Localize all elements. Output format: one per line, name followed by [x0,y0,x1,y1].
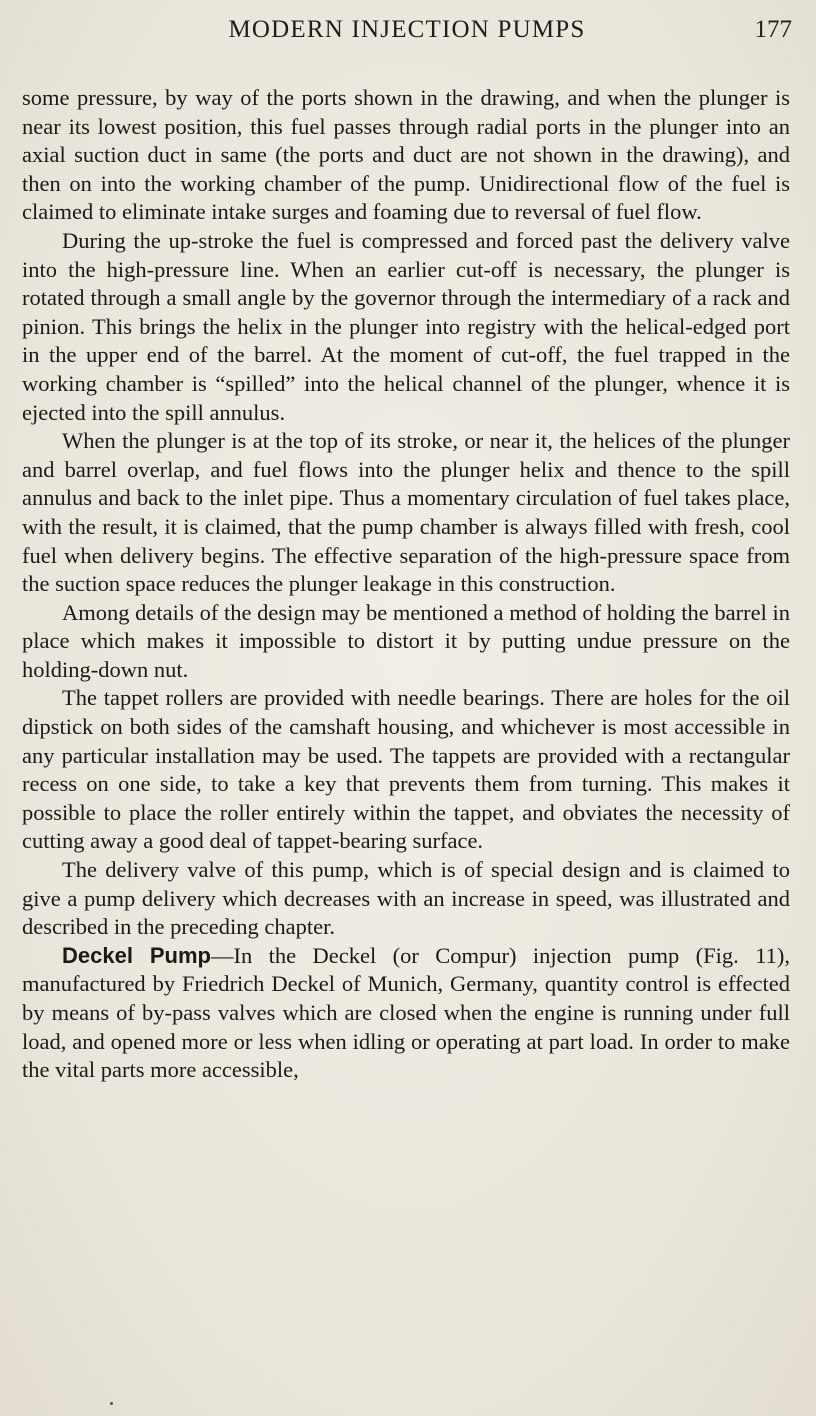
paragraph-continued: some pressure, by way of the ports shown in the drawing, and when the plunger is near its lowest position, this fuel passes through radial ports in the plunger into an axial suction duct in same (the ports and duct are not shown in the drawing), and then on into the working chamber of the pump. Unidirectional flow of the fuel is claimed to eliminate intake surges and foaming due to reversal of fuel flow. [22,85,790,225]
deckel-pump-text: —In the Deckel (or Compur) injection pump (Fig. 11), manufactured by Friedrich Deckel of Munich, Germany, quantity control is effected by means of by-pass valves which are closed when the engine is running under full load, and opened more or less when idling or operating at part load. In order to make the vital parts more accessible, [22,942,790,1083]
paragraph-design-details: Among details of the design may be mentioned a method of holding the barrel in place which makes it impossible to distort it by putting undue pressure on the holding-down nut. [22,599,790,682]
running-head: MODERN INJECTION PUMPS [228,16,586,43]
paragraph-deckel-pump [22,942,790,1085]
page-number: 177 [754,16,792,43]
body-text [22,84,790,1085]
print-speck [110,1402,113,1405]
paragraph-tappet-rollers: The tappet rollers are provided with needle bearings. There are holes for the oil dipstick on both sides of the camshaft housing, and whichever is most accessible in any particular installation may be used. The tappets are provided with a rectangular recess on one side, to take a key that prevents them from turning. This makes it possible to place the roller entirely within the tappet, and obviates the necessity of cutting away a good deal of tappet-bearing surface. [22,685,790,854]
paragraph-up-stroke: During the up-stroke the fuel is compressed and forced past the delivery valve into the high-pressure line. When an earlier cut-off is necessary, the plunger is rotated through a small angle by the governor through the intermediary of a rack and pinion. This brings the helix in the plunger into registry with the helical-edged port in the upper end of the barrel. At the moment of cut-off, the fuel trapped in the working chamber is “spilled” into the helical channel of the plunger, whence it is ejected into the spill annulus. [22,227,790,425]
page-header [22,16,792,56]
paragraph-delivery-valve: The delivery valve of this pump, which is of special design and is claimed to give a pump delivery which decreases with an increase in speed, was illustrated and described in the preceding chapter. [22,857,790,940]
section-heading-deckel-pump: Deckel Pump [62,942,211,968]
paragraph-plunger-top: When the plunger is at the top of its stroke, or near it, the helices of the plunger and barrel overlap, and fuel flows into the plunger helix and thence to the spill annulus and back to the inlet pipe. Thus a momentary circulation of fuel takes place, with the result, it is claimed, that the pump chamber is always filled with fresh, cool fuel when delivery begins. The effective separation of the high-pressure space from the suction space reduces the plunger leakage in this construction. [22,428,790,597]
